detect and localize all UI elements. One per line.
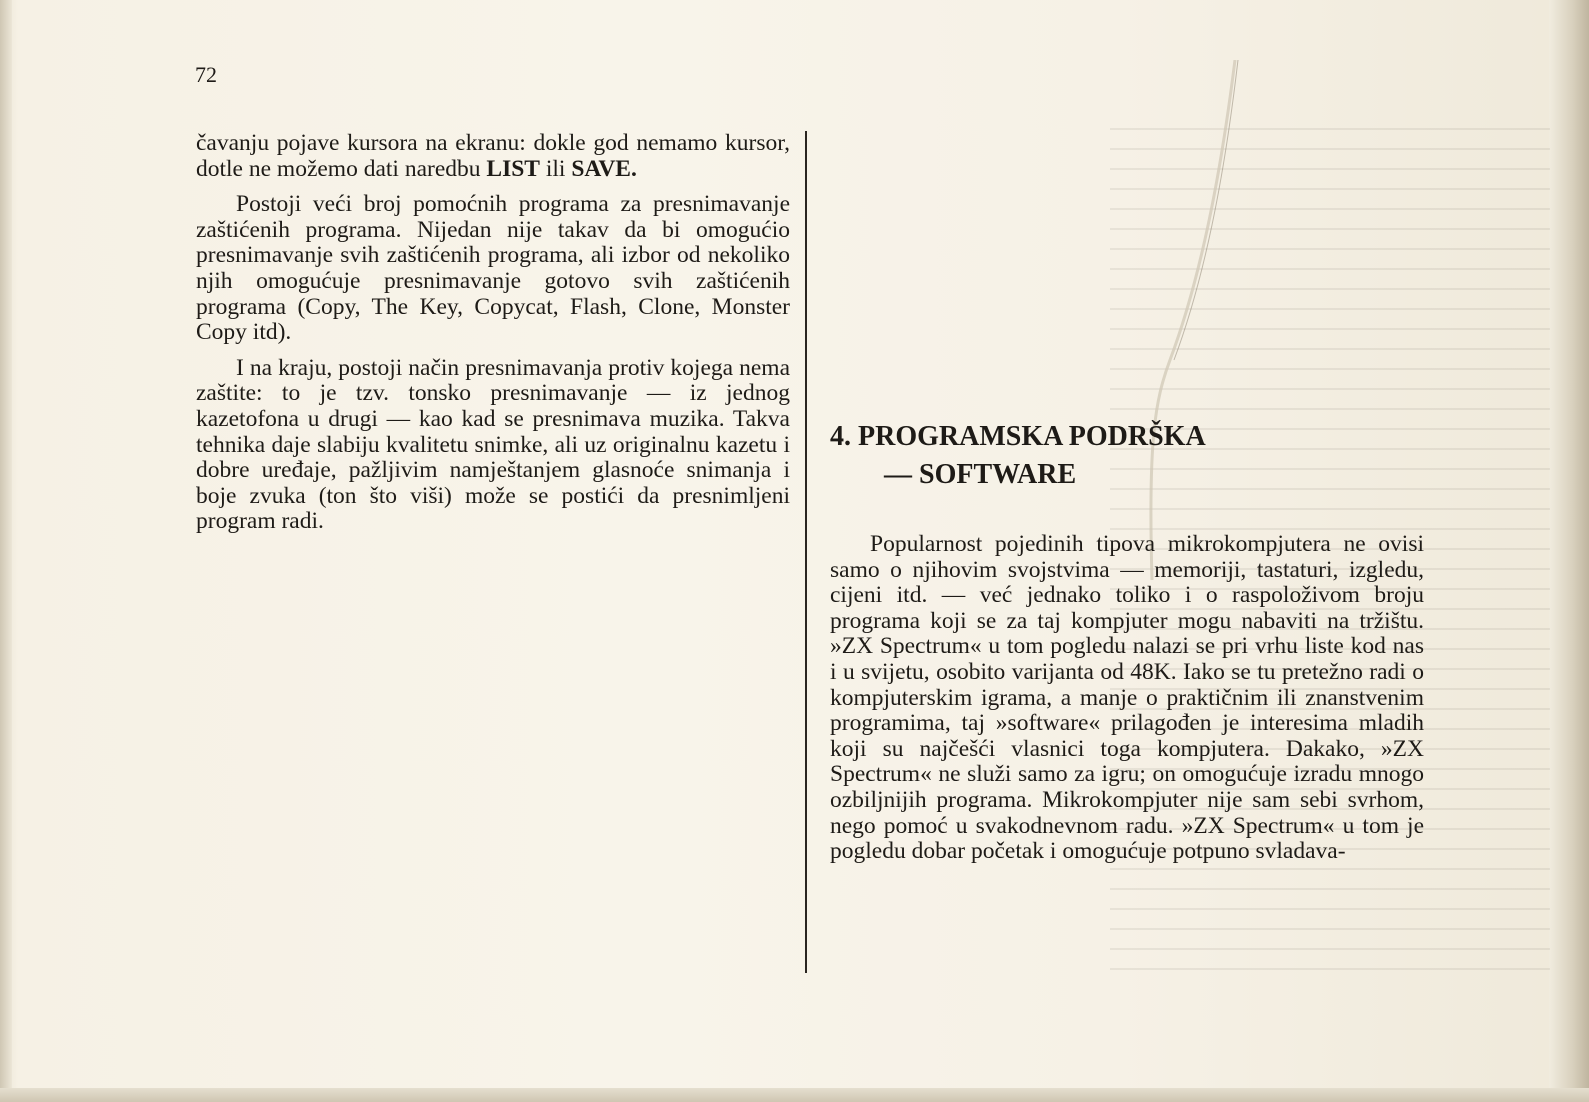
list-command: LIST: [486, 155, 540, 182]
page-edge-right: [1549, 0, 1589, 1102]
section-heading-line-2: — SOFTWARE: [884, 459, 1077, 490]
paragraph-2: Postoji veći broj pomoćnih programa za presnimavanje zaštićenih programa. Nijedan nije takav da bi omogućio presnimavanje svih zaštićenih programa, ali izbor od nekoliko njih omogućuje presnimavanje gotovo svih zaštićenih programa (Copy, The Key, Copycat, Flash, Clone, Monster Copy itd).: [196, 191, 790, 346]
paragraph-3: I na kraju, postoji način presnimavanja protiv kojega nema zaštite: to je tzv. tonsko presnimavanje — iz jednog kazetofona u drugi — kao kad se presnimava muzika. Takva tehnika daje slabiju kvalitetu snimke, ali uz originalnu kazetu i dobre uređaje, pažljivim namještanjem glasnoće snimanja i boje zvuka (ton što viši) može se postići da presnimljeni program radi.: [196, 354, 790, 535]
left-column: [196, 131, 790, 535]
column-divider: [805, 131, 807, 973]
section-heading: [830, 418, 1424, 494]
page-number: 72: [195, 62, 217, 87]
section-heading-line-1: 4. PROGRAMSKA PODRŠKA: [830, 421, 1206, 452]
paragraph-1-text: čavanju pojave kursora na ekranu: dokle god nemamo kursor, dotle ne možemo dati naredbu: [196, 130, 790, 182]
page-bottom-edge: [0, 1088, 1589, 1102]
paragraph-software: Popularnost pojedinih tipova mikrokompjutera ne ovisi samo o njihovim svojstvima — memoriji, tastaturi, izgledu, cijeni itd. — već jednako toliko i o raspoloživom broju programa koji se za taj kompjuter mogu nabaviti na tržištu. »ZX Spectrum« u tom pogledu nalazi se pri vrhu liste kod nas i u svijetu, osobito varijanta od 48K. Iako se tu pretežno radi o kompjuterskim igrama, a manje o praktičnim ili znanstvenim programima, taj »software« prilagođen je interesima mladih koji su najčešći vlasnici toga kompjutera. Dakako, »ZX Spectrum« ne služi samo za igru; on omogućuje izradu mnogo ozbiljnijih programa. Mikrokompjuter nije sam sebi svrhom, nego pomoć u svakodnevnom radu. »ZX Spectrum« u tom je pogledu dobar početak i omogućuje potpuno svladava-: [830, 531, 1424, 865]
page-edge-left: [0, 0, 12, 1102]
save-command: SAVE.: [571, 155, 637, 182]
paragraph-1: [196, 131, 790, 182]
right-column: [830, 418, 1424, 865]
connector-text: ili: [539, 155, 572, 182]
